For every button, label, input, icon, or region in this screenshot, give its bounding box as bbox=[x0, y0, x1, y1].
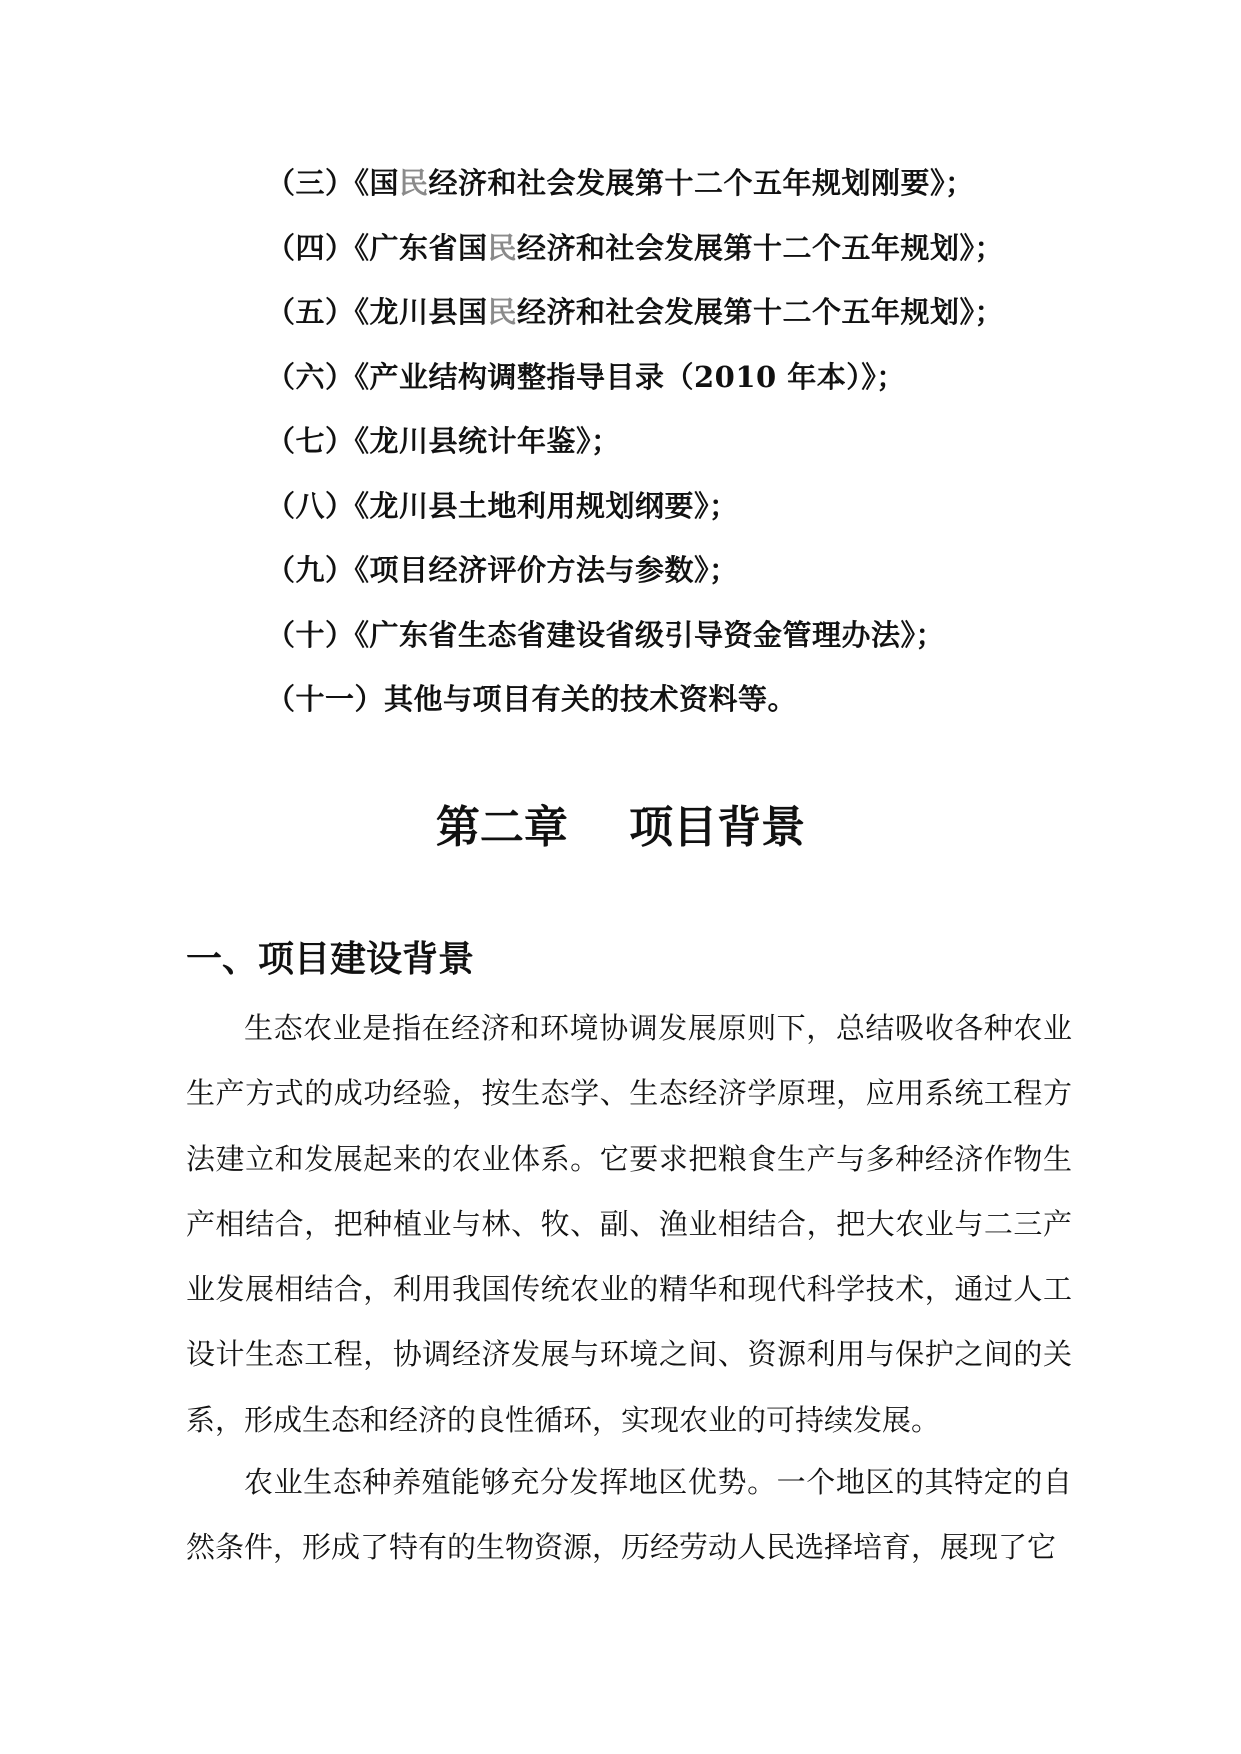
body-paragraph: 生态农业是指在经济和环境协调发展原则下，总结吸收各种农业生产方式的成功经验，按生态学、生态经济学原理，应用系统工程方法建立和发展起来的农业体系。它要求把粮食生产与多种经济作物生产相结合，把种植业与林、牧、副、渔业相结合，把大农业与二三产业发展相结合，利用我国传统农业的精华和现代科学技术，通过人工设计生态工程，协调经济发展与环境之间、资源利用与保护之间的关系，形成生态和经济的良性循环，实现农业的可持续发展。 bbox=[186, 1011, 1072, 1437]
reference-item: （十）《广东省生态省建设省级引导资金管理办法》； bbox=[266, 617, 946, 652]
reference-item: （九）《项目经济评价方法与参数》； bbox=[266, 553, 739, 587]
reference-item: （四）《广东省国民经济和社会发展第十二个五年规划》； bbox=[266, 230, 1005, 265]
reference-item: （六）《产业结构调整指导目录（2010 年本）》； bbox=[266, 359, 906, 394]
reference-item: （五）《龙川县国民经济和社会发展第十二个五年规划》； bbox=[266, 295, 1005, 329]
chapter-title: 第二章 项目背景 bbox=[435, 802, 806, 853]
reference-item: （七）《龙川县统计年鉴》； bbox=[266, 424, 621, 458]
reference-list bbox=[266, 158, 1166, 739]
reference-item: （八）《龙川县土地利用规划纲要》； bbox=[266, 488, 739, 523]
reference-item: （三）《国民经济和社会发展第十二个五年规划刚要》； bbox=[266, 166, 975, 200]
body-paragraph: 农业生态种养殖能够充分发挥地区优势。一个地区的其特定的自然条件，形成了特有的生物资源，历经劳动人民选择培育，展现了它 bbox=[186, 1465, 1072, 1565]
reference-item: （十一）其他与项目有关的技术资料等。 bbox=[266, 682, 798, 716]
section-title: 一、项目建设背景 bbox=[186, 939, 475, 980]
